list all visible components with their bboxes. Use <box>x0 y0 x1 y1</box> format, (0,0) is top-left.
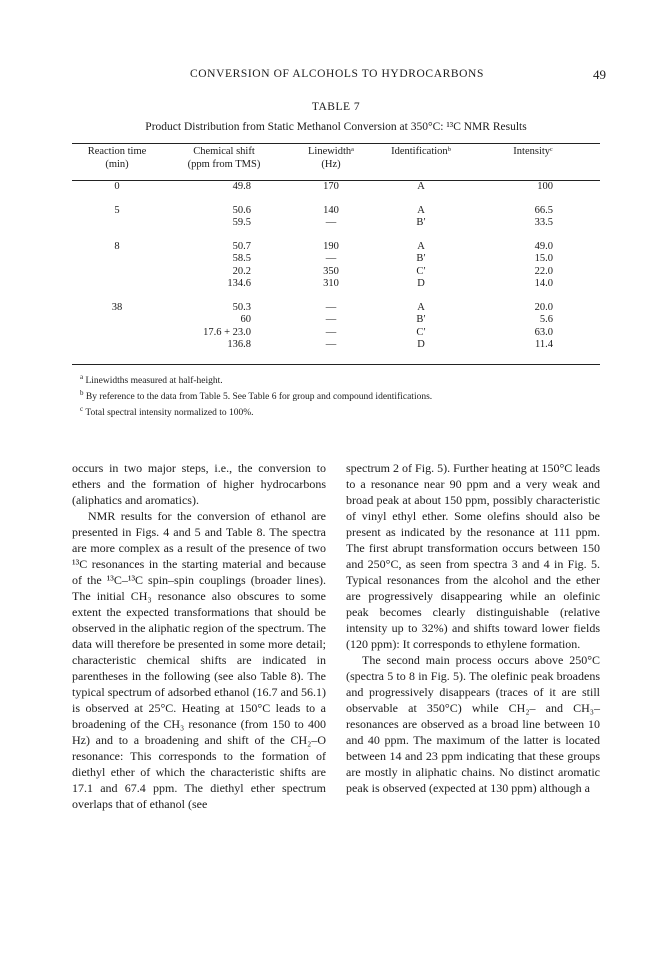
body-column-left <box>72 460 326 812</box>
table-row <box>72 291 600 315</box>
row-chemical-shift <box>162 194 286 218</box>
row-intensity-value: 66.5 <box>534 204 553 216</box>
header-intensity: Intensityᶜ <box>513 146 553 157</box>
row-reaction-time <box>72 339 162 352</box>
header-chemical-shift: Chemical shift (ppm from TMS) <box>187 146 261 170</box>
row-identification: A <box>417 181 425 192</box>
row-intensity <box>466 291 600 315</box>
table-row <box>72 339 600 352</box>
table-caption: Product Distribution from Static Methanol Conversion at 350°C: ¹³C NMR Results <box>145 121 527 133</box>
row-chemical-shift-value: 50.3 <box>232 301 251 313</box>
row-chemical-shift <box>162 171 286 194</box>
table-row <box>72 278 600 291</box>
row-reaction-time <box>72 217 162 230</box>
row-reaction-time: 38 <box>111 301 123 313</box>
paragraph: occurs in two major steps, i.e., the conversion to ethers and the formation of higher hydrocarbons (aliphatics and aromatics). <box>72 461 326 507</box>
row-reaction-time <box>72 266 162 279</box>
header-reaction-time: Reaction time (min) <box>87 146 147 170</box>
row-identification: D <box>417 278 425 289</box>
row-identification: C′ <box>416 265 426 277</box>
row-linewidth: 310 <box>323 278 339 289</box>
row-linewidth: 140 <box>323 204 339 216</box>
row-reaction-time <box>72 278 162 291</box>
row-intensity <box>466 194 600 218</box>
paragraph: spectrum 2 of Fig. 5). Further heating at 150°C leads to a resonance near 90 ppm and a very weak and broad peak at about 150 ppm, possibly characteristic of vinyl ethyl ether. Some olefins should also be present as indicated by the resonance at 111 ppm. The first abrupt transformation occurs between 150 and 250°C, as seen from spectra 3 and 4 in Fig. 5. Typical resonances from the alcohol and the ether are progressively disappearing while an olefinic peak becomes clearly distinguishable (relative intensity up to 32%) and shifts toward lower fields (120 ppm): It corresponds to ethylene formation. <box>346 461 600 651</box>
row-chemical-shift-value: 136.8 <box>227 339 251 350</box>
row-identification: B′ <box>416 314 426 325</box>
page-number: 49 <box>593 67 606 82</box>
running-title: CONVERSION OF ALCOHOLS TO HYDROCARBONS <box>190 68 484 80</box>
row-intensity <box>466 230 600 254</box>
row-intensity-value: 11.4 <box>535 339 553 350</box>
row-intensity <box>466 253 600 266</box>
row-chemical-shift-value: 59.5 <box>232 217 251 228</box>
table-row <box>72 266 600 279</box>
row-identification: D <box>417 339 425 350</box>
header-linewidth: Linewidthᵃ (Hz) <box>307 146 355 170</box>
row-intensity-value: 49.0 <box>534 240 553 252</box>
row-intensity <box>466 217 600 230</box>
row-chemical-shift <box>162 278 286 291</box>
row-chemical-shift <box>162 314 286 327</box>
row-intensity-value: 15.0 <box>534 253 553 264</box>
row-reaction-time <box>72 314 162 327</box>
row-chemical-shift <box>162 217 286 230</box>
row-intensity-value: 5.6 <box>539 314 553 325</box>
row-chemical-shift <box>162 266 286 279</box>
row-identification: A <box>417 204 425 216</box>
row-linewidth: — <box>325 253 337 264</box>
row-linewidth: 170 <box>323 181 339 192</box>
row-chemical-shift-value: 17.6 + 23.0 <box>203 326 251 338</box>
table-body <box>72 171 600 352</box>
row-reaction-time: 8 <box>114 240 120 252</box>
row-reaction-time <box>72 327 162 340</box>
table-row <box>72 194 600 218</box>
paragraph: NMR results for the conversion of ethanol are presented in Figs. 4 and 5 and Table 8. The spectra are more complex as a result of the presence of two ¹³C resonances in the starting material and because of the ¹³C–¹³C spin–spin couplings (broader lines). The initial CH₃ resonance also obscures to some extent the expected transformations that should be observed in the aliphatic region of the spectrum. The data will therefore be presented in some more detail; characteristic chemical shifts are indicated in parentheses in the following (see also Table 8). The typical spectrum of adsorbed ethanol (16.7 and 56.1) is observed at 25°C. Heating at 150°C leads to a broadening of the CH₃ resonance (from 150 to 400 Hz) and to a broadening and shift of the CH₂–O resonance: This corresponds to the formation of diethyl ether of which the characteristic shifts are 17.1 and 67.4 ppm. The diethyl ether spectrum overlaps that of ethanol (see <box>72 509 326 811</box>
table-top-rule <box>72 143 600 144</box>
row-identification: B′ <box>416 217 426 228</box>
nmr-results-table <box>72 146 600 352</box>
row-chemical-shift <box>162 291 286 315</box>
row-chemical-shift <box>162 230 286 254</box>
row-intensity-value: 14.0 <box>534 278 553 289</box>
row-identification: B′ <box>416 253 426 264</box>
row-chemical-shift-value: 60 <box>240 314 251 325</box>
row-chemical-shift-value: 134.6 <box>227 278 251 289</box>
row-intensity <box>466 278 600 291</box>
row-chemical-shift-value: 49.8 <box>232 181 251 192</box>
row-linewidth: — <box>325 217 337 228</box>
row-reaction-time: 0 <box>114 181 120 192</box>
row-chemical-shift-value: 20.2 <box>232 265 251 277</box>
row-intensity <box>466 327 600 340</box>
table-row <box>72 230 600 254</box>
table-row <box>72 253 600 266</box>
footnote: $^b$ By reference to the data from Table 5. See Table 6 for group and compound identifications. <box>80 389 433 403</box>
row-intensity <box>466 171 600 194</box>
row-linewidth: — <box>325 301 337 313</box>
footnote: $^c$ Total spectral intensity normalized to 100%. <box>80 405 254 419</box>
row-identification: A <box>417 240 425 252</box>
body-column-right <box>346 460 600 796</box>
table-bottom-rule <box>72 364 600 365</box>
row-linewidth: — <box>325 326 337 338</box>
row-intensity-value: 63.0 <box>534 326 553 338</box>
row-intensity-value: 33.5 <box>534 217 553 228</box>
row-linewidth: 350 <box>323 265 339 277</box>
table-label: TABLE 7 <box>311 101 361 113</box>
row-chemical-shift <box>162 253 286 266</box>
footnote: $^a$ Linewidths measured at half-height. <box>80 373 223 387</box>
table-row <box>72 314 600 327</box>
row-chemical-shift-value: 50.6 <box>232 204 251 216</box>
table-footnotes <box>80 371 600 419</box>
row-identification: A <box>417 301 425 313</box>
row-intensity-value: 100 <box>537 181 553 192</box>
row-linewidth: — <box>325 314 337 325</box>
row-chemical-shift-value: 50.7 <box>232 240 251 252</box>
row-intensity <box>466 339 600 352</box>
row-intensity <box>466 314 600 327</box>
row-intensity-value: 20.0 <box>534 301 553 313</box>
row-chemical-shift-value: 58.5 <box>232 253 251 264</box>
header-identification: Identificationᵇ <box>391 146 451 157</box>
table-row <box>72 217 600 230</box>
row-intensity <box>466 266 600 279</box>
row-linewidth: 190 <box>323 240 339 252</box>
row-linewidth: — <box>325 339 337 350</box>
row-intensity-value: 22.0 <box>534 265 553 277</box>
table-row <box>72 171 600 194</box>
paragraph: The second main process occurs above 250°C (spectra 5 to 8 in Fig. 5). The olefinic peak broadens and progressively disappears (traces of it are still observable at 350°C) while CH₂– and CH₃– resonances are observed as a broad line between 10 and 40 ppm. The maximum of the latter is located between 14 and 23 ppm indicating that these groups are mostly in aliphatic chains. No distinct aromatic peak is observed (expected at 130 ppm) although a <box>346 653 600 795</box>
row-identification: C′ <box>416 326 426 338</box>
table-header-row <box>72 146 600 171</box>
row-chemical-shift <box>162 339 286 352</box>
row-reaction-time <box>72 253 162 266</box>
table-row <box>72 327 600 340</box>
row-reaction-time: 5 <box>114 204 120 216</box>
row-chemical-shift <box>162 327 286 340</box>
